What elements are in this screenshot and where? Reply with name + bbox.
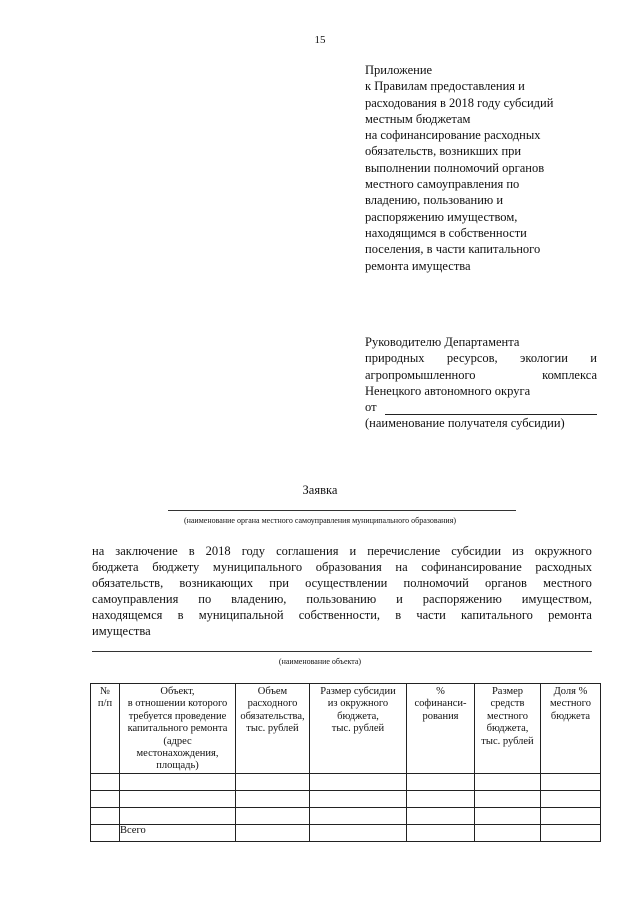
request-word: возникающих [179, 576, 254, 590]
request-word: собственности, [298, 608, 381, 622]
addressee-line: Руководителю Департамента [365, 335, 520, 349]
request-word: органов [484, 576, 527, 590]
request-word: пользованию [306, 592, 377, 606]
request-line: имущества [92, 624, 151, 638]
request-word: в [188, 544, 195, 558]
table-cell[interactable] [310, 790, 407, 807]
header-text: местного [487, 710, 528, 722]
appendix-line: расходования в 2018 году субсидий [365, 95, 554, 110]
addressee-block [365, 334, 597, 432]
request-text [92, 543, 592, 639]
table-row [91, 773, 601, 790]
request-line [92, 543, 592, 559]
request-word: образования [315, 560, 382, 574]
header-text: бюджета [550, 710, 591, 722]
request-word: окружного [534, 544, 592, 558]
header-cell-cofinancing [407, 684, 475, 774]
request-word: и [396, 592, 403, 606]
appendix-line: на софинансирование расходных [365, 128, 541, 143]
table-cell[interactable] [541, 807, 601, 824]
table-cell[interactable] [541, 824, 601, 841]
addressee-word: ресурсов, [446, 351, 498, 366]
appendix-line: выполнении полномочий органов [365, 160, 545, 175]
table-cell[interactable] [541, 790, 601, 807]
header-text: рования [422, 710, 459, 722]
page-number: 15 [314, 34, 326, 46]
request-word: субсидии [451, 544, 502, 558]
header-text: расходного [247, 698, 298, 710]
header-text: требуется проведение [128, 710, 227, 722]
table-cell[interactable] [407, 773, 475, 790]
header-text: средств [490, 698, 525, 710]
request-word: на [92, 544, 105, 558]
subsidy-table [90, 683, 601, 842]
table-cell[interactable] [475, 807, 541, 824]
table-cell[interactable] [236, 824, 310, 841]
table-cell[interactable] [475, 824, 541, 841]
object-name-blank-field[interactable] [92, 651, 592, 652]
header-text: обязательства, [240, 710, 305, 722]
table-cell[interactable] [91, 807, 120, 824]
header-text: п/п [97, 698, 113, 710]
header-cell-number [91, 684, 120, 774]
table-cell[interactable] [541, 773, 601, 790]
request-line [92, 559, 592, 575]
header-text: площадь) [156, 760, 199, 772]
table-cell[interactable] [407, 790, 475, 807]
appendix-line: Приложение [365, 63, 433, 77]
table-cell[interactable] [120, 790, 236, 807]
header-text: тыс. рублей [246, 723, 299, 735]
table-cell[interactable] [310, 807, 407, 824]
appendix-line: местного самоуправления по [365, 177, 520, 192]
from-label: от [365, 400, 377, 415]
request-word: ремонта [548, 608, 592, 622]
table-cell[interactable] [91, 773, 120, 790]
request-word: расходных [535, 560, 592, 574]
request-word: обязательств, [92, 576, 164, 590]
table-cell[interactable] [91, 824, 120, 841]
header-text: Объект, [160, 686, 195, 697]
table-row [91, 807, 601, 824]
addressee-line [365, 350, 597, 366]
table-header-row [91, 684, 601, 774]
request-word: перечисление [367, 544, 441, 558]
table-cell[interactable] [475, 773, 541, 790]
request-word: в [177, 608, 184, 622]
header-text: Объем [257, 686, 288, 697]
addressee-word: агропромышленного [365, 367, 476, 382]
total-label: Всего [120, 824, 236, 841]
table-cell[interactable] [475, 790, 541, 807]
table-cell[interactable] [236, 807, 310, 824]
header-text: (адрес [163, 735, 192, 747]
table-total-row [91, 824, 601, 841]
recipient-blank-field[interactable] [385, 403, 597, 415]
header-text: тыс. рублей [331, 723, 385, 735]
header-text: Доля % [553, 686, 588, 697]
addressee-line: Ненецкого автономного округа [365, 383, 531, 398]
from-line [365, 399, 597, 415]
request-word: части [416, 608, 446, 622]
request-line [92, 575, 592, 591]
header-text: % [436, 686, 445, 697]
header-text: Размер субсидии [320, 686, 396, 697]
header-cell-object [120, 684, 236, 774]
table-cell[interactable] [120, 773, 236, 790]
request-word: полномочий [403, 576, 469, 590]
request-word: 2018 [205, 544, 231, 558]
document-title: Заявка [302, 483, 338, 497]
request-word: из [512, 544, 524, 558]
request-word: в [395, 608, 402, 622]
request-word: имуществом, [521, 592, 592, 606]
header-text: бюджета, [337, 710, 379, 722]
table-cell[interactable] [407, 807, 475, 824]
request-word: году [241, 544, 266, 558]
request-word: при [269, 576, 289, 590]
header-text: из окружного [327, 698, 389, 710]
request-word: на [395, 560, 408, 574]
request-word: осуществлении [305, 576, 388, 590]
header-cell-local-share [541, 684, 601, 774]
table-cell[interactable] [310, 773, 407, 790]
addressee-word: комплекса [542, 367, 597, 382]
request-word: софинансирование [421, 560, 522, 574]
header-text: капитального ремонта [127, 723, 228, 735]
recipient-caption: (наименование получателя субсидии) [365, 416, 565, 431]
appendix-line: местным бюджетам [365, 111, 471, 126]
appendix-line: к Правилам предоставления и [365, 79, 525, 94]
header-cell-subsidy [310, 684, 407, 774]
appendix-block [365, 62, 595, 274]
request-word: самоуправления [92, 592, 179, 606]
org-caption: (наименование органа местного самоуправления муниципального образования) [183, 516, 457, 525]
table-cell[interactable] [120, 807, 236, 824]
request-word: находящемся [92, 608, 163, 622]
appendix-line: находящимся в собственности [365, 225, 527, 240]
appendix-line: поселения, в части капитального [365, 242, 541, 257]
request-line [92, 591, 592, 607]
request-line [92, 607, 592, 623]
request-word: распоряжению [422, 592, 502, 606]
table-cell[interactable] [407, 824, 475, 841]
header-text: в отношении которого [127, 698, 228, 710]
request-word: местного [543, 576, 592, 590]
object-caption: (наименование объекта) [278, 657, 362, 666]
request-word: бюджету [152, 560, 200, 574]
header-text: бюджета, [486, 723, 529, 735]
header-text: № [99, 686, 111, 697]
request-word: муниципального [212, 560, 303, 574]
request-word: владению, [231, 592, 287, 606]
request-word: и [349, 544, 357, 558]
addressee-word: и [590, 351, 597, 366]
request-word: заключение [115, 544, 178, 558]
org-name-blank-field[interactable] [168, 510, 516, 511]
header-text: софинанси- [414, 698, 467, 710]
table-cell[interactable] [236, 773, 310, 790]
addressee-line [365, 367, 597, 383]
request-word: муниципальной [198, 608, 284, 622]
header-text: Размер [491, 686, 524, 697]
appendix-line: владению, пользованию и [365, 193, 504, 208]
table-cell[interactable] [91, 790, 120, 807]
header-cell-obligation [236, 684, 310, 774]
addressee-word: экологии [520, 351, 568, 366]
appendix-line: распоряжению имуществом, [365, 209, 518, 224]
request-word: соглашения [276, 544, 339, 558]
request-word: бюджета [92, 560, 139, 574]
addressee-word: природных [365, 351, 425, 366]
request-word: капитального [461, 608, 533, 622]
header-cell-local-funds [475, 684, 541, 774]
table-cell[interactable] [236, 790, 310, 807]
header-text: местонахождения, [136, 748, 219, 760]
table-cell[interactable] [310, 824, 407, 841]
header-text: тыс. рублей [481, 735, 534, 747]
header-text: местного [550, 698, 591, 710]
table-row [91, 790, 601, 807]
appendix-line: обязательств, возникших при [365, 144, 522, 159]
request-word: по [198, 592, 212, 606]
appendix-line: ремонта имущества [365, 258, 471, 273]
